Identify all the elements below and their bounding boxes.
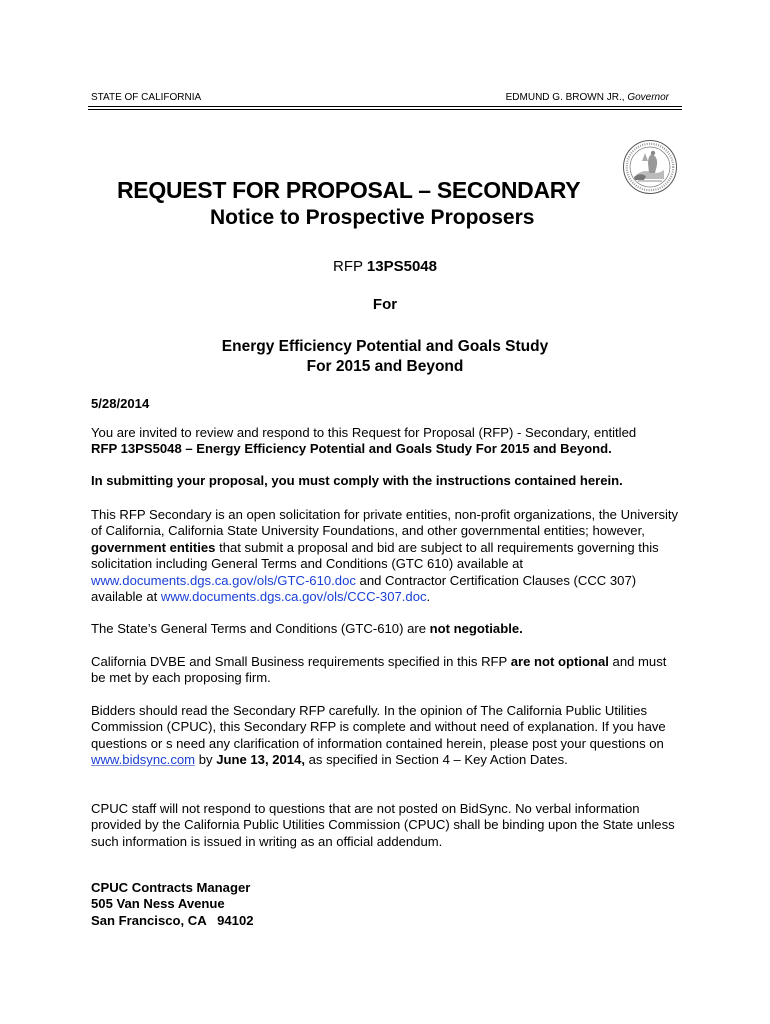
invitation-paragraph bbox=[91, 425, 683, 458]
study-title-line-2: For 2015 and Beyond bbox=[306, 358, 464, 375]
not-negotiable-text: not negotiable. bbox=[429, 621, 523, 636]
rfp-prefix: RFP bbox=[333, 258, 363, 275]
bidders-text-1: Bidders should read the Secondary RFP carefully. In the opinion of The California Public Utilities Commission (CPUC), this Secondary RFP is complete and without need of explanation. If you have questions or s need any clarification of information contained herein, please post your questions on bbox=[91, 703, 666, 751]
not-optional-text: are not optional bbox=[510, 654, 609, 669]
gtc-610-link[interactable]: www.documents.dgs.ca.gov/ols/GTC-610.doc bbox=[91, 572, 356, 588]
solicitation-paragraph bbox=[91, 507, 683, 605]
invitation-text: You are invited to review and respond to this Request for Proposal (RFP) - Secondary, entitled bbox=[91, 425, 637, 440]
gtc-text: The State’s General Terms and Conditions (GTC-610) are bbox=[91, 621, 427, 636]
gtc-paragraph bbox=[91, 621, 683, 637]
study-title-line-1: Energy Efficiency Potential and Goals Study bbox=[221, 338, 549, 355]
governor-title: Governor bbox=[627, 92, 669, 103]
rfp-full-title: RFP 13PS5048 – Energy Efficiency Potential and Goals Study For 2015 and Beyond. bbox=[91, 441, 612, 457]
dvbe-paragraph bbox=[91, 654, 683, 687]
header-rule-top bbox=[88, 106, 682, 107]
rfp-number: 13PS5048 bbox=[366, 258, 437, 275]
ccc-307-link[interactable]: www.documents.dgs.ca.gov/ols/CCC-307.doc bbox=[160, 589, 427, 605]
bidsync-link[interactable]: www.bidsync.com bbox=[91, 752, 196, 768]
government-entities-text: government entities bbox=[91, 539, 216, 555]
dvbe-text-2: and must be met by each proposing firm. bbox=[91, 654, 667, 686]
for-label: For bbox=[372, 296, 398, 313]
solicitation-text-1: This RFP Secondary is an open solicitation for private entities, non-profit organizations, the University of California, California State University Foundations, and other governmental entities; however, bbox=[91, 507, 679, 539]
address-line-1: CPUC Contracts Manager bbox=[91, 880, 251, 895]
deadline-date: June 13, 2014, bbox=[216, 752, 305, 768]
rfp-number-line bbox=[88, 258, 682, 275]
header-state: STATE OF CALIFORNIA bbox=[91, 92, 202, 103]
solicitation-text-4: . bbox=[426, 589, 431, 605]
bidders-text-2: by bbox=[198, 752, 213, 768]
state-seal-icon bbox=[622, 139, 678, 195]
document-subtitle: Notice to Prospective Proposers bbox=[210, 206, 535, 229]
cpuc-staff-paragraph: CPUC staff will not respond to questions that are not posted on BidSync. No verbal information provided by the California Public Utilities Commission (CPUC) shall be binding upon the State unless such information is issued in writing as an official addendum. bbox=[91, 801, 675, 849]
contact-address bbox=[91, 880, 683, 929]
bidders-text-3: as specified in Section 4 – Key Action Dates. bbox=[308, 752, 568, 768]
header-governor bbox=[506, 92, 669, 103]
bidders-paragraph bbox=[91, 703, 683, 769]
notice-date: 5/28/2014 bbox=[91, 396, 150, 411]
address-line-3: San Francisco, CA 94102 bbox=[91, 912, 254, 928]
governor-name: EDMUND G. BROWN JR., bbox=[505, 92, 625, 103]
address-line-2: 505 Van Ness Avenue bbox=[91, 896, 225, 912]
header-rule-bottom bbox=[88, 109, 682, 110]
solicitation-text-2: that submit a proposal and bid are subject to all requirements governing this solicitation including General Terms and Conditions (GTC 610) available at bbox=[91, 539, 659, 572]
document-title: REQUEST FOR PROPOSAL – SECONDARY bbox=[117, 177, 581, 203]
compliance-statement: In submitting your proposal, you must comply with the instructions contained herein. bbox=[91, 473, 623, 488]
solicitation-text-3: and Contractor Certification Clauses (CCC 307) available at bbox=[91, 572, 637, 605]
dvbe-text-1: California DVBE and Small Business requirements specified in this RFP bbox=[91, 654, 508, 669]
